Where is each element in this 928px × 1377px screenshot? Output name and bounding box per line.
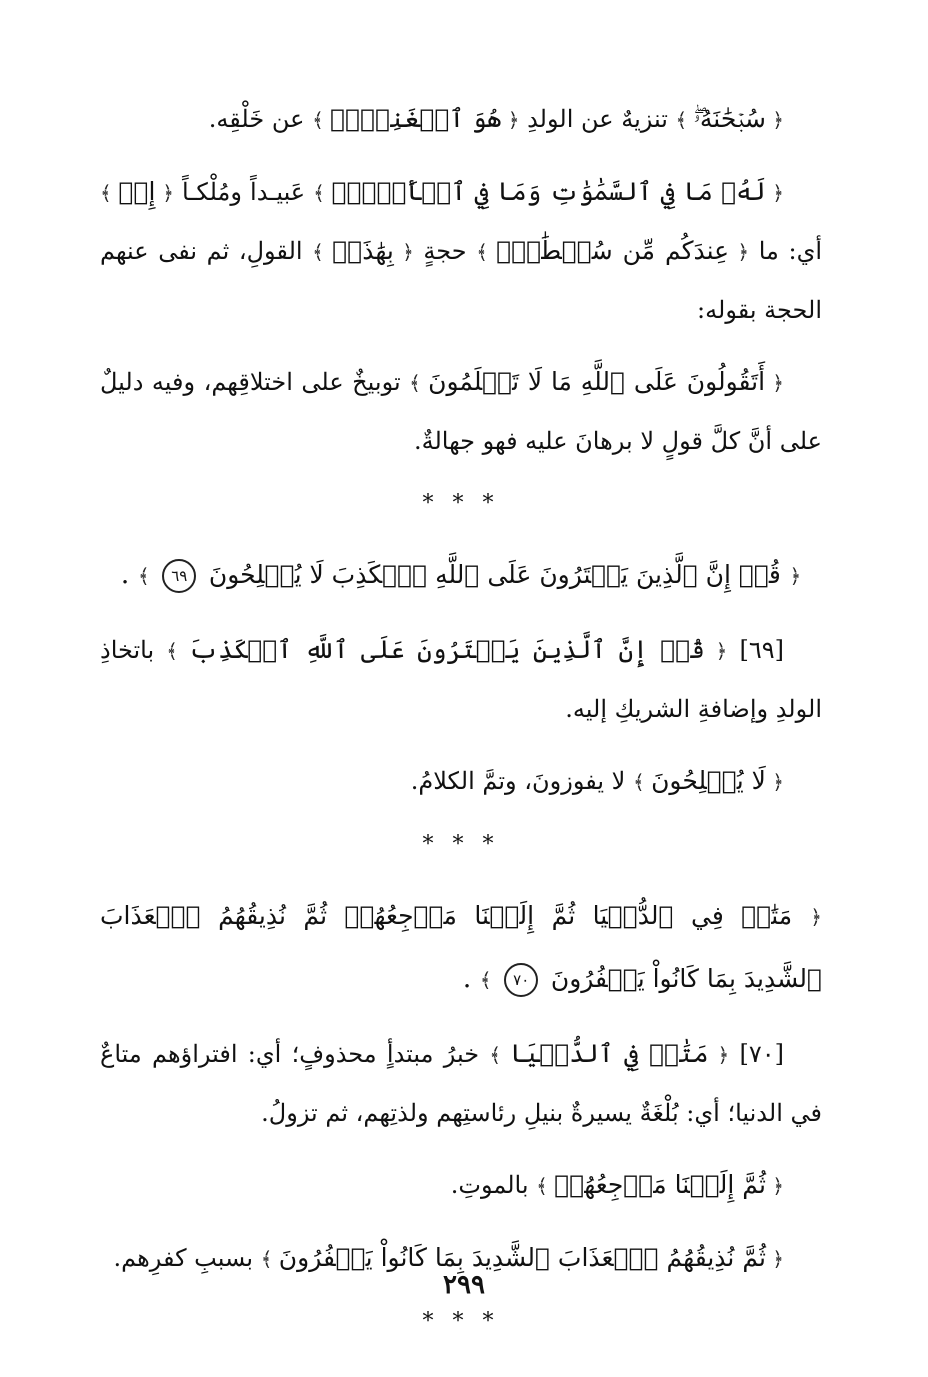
ornament-open: ﴿ xyxy=(765,371,785,395)
section-separator: * * * xyxy=(422,491,500,516)
verse-70-text: مَتَٰعٞ فِي ٱلدُّنۡيَا ثُمَّ إِلَيۡنَا مَرۡجِعُهُمۡ ثُمَّ نُذِيقُهُمُ ٱلۡعَذَابَ ٱلشَّدِيدَ بِمَا كَانُواْ يَكۡفُرُونَ xyxy=(100,901,822,993)
commentary-text: لا يفوزونَ، وتمَّ الكلامُ. xyxy=(410,767,633,795)
ornament-open: ﴿ xyxy=(765,181,785,205)
ornament-close: ﴾ xyxy=(313,181,332,205)
ornament-open: ﴿ xyxy=(765,108,784,132)
commentary-text: باتخاذِ الولدِ وإضافةِ الشريكِ إليه. xyxy=(100,636,822,723)
quran-quote: لَا يُفۡلِحُونَ xyxy=(651,766,766,795)
commentary-text: [٧٠] xyxy=(729,1040,784,1068)
quran-quote: بِهَٰذَآۚ xyxy=(332,236,394,265)
verse-69-number: ٦٩ xyxy=(162,559,196,593)
quran-quote: ثُمَّ نُذِيقُهُمُ ٱلۡعَذَابَ ٱلشَّدِيدَ بِمَا كَانُواْ يَكۡفُرُونَ xyxy=(278,1243,766,1272)
section-separator: * * * xyxy=(422,832,500,857)
ornament-close: ﴾ xyxy=(312,108,331,132)
quran-quote: أَتَقُولُونَ عَلَى ٱللَّهِ مَا لَا تَعۡلَمُونَ xyxy=(428,367,766,396)
verse-70-end: . xyxy=(462,963,472,994)
commentary-text: خبرُ مبتدأٍ محذوفٍ؛ أي: افتراؤهم متاعٌ في الدنيا؛ أي: بُلْغَةٌ يسيرةٌ بنيلِ رئاستِهم ولذتِهم، ثم تزولُ. xyxy=(100,1040,822,1127)
quran-quote: إِنۡ xyxy=(118,177,156,206)
quran-quote: قُلۡ إِنَّ ٱلَّذِينَ يَفۡتَرُونَ عَلَى ٱللَّهِ ٱلۡكَذِبَ xyxy=(188,635,705,664)
commentary-69-1 xyxy=(100,621,822,738)
ornament-close: ﴾ xyxy=(479,968,492,992)
commentary-69-2 xyxy=(100,752,822,811)
page-body xyxy=(100,90,822,1362)
ornament-open: ﴿ xyxy=(765,1174,784,1198)
ornament-open: ﴿ xyxy=(810,905,822,929)
commentary-text: بسببِ كفرِهم. xyxy=(113,1244,261,1272)
section-separator: * * * xyxy=(422,1309,500,1334)
ornament-close: ﴾ xyxy=(489,1043,511,1067)
paragraph-1 xyxy=(100,90,822,149)
paragraph-3 xyxy=(100,353,822,470)
verse-69-end: . xyxy=(120,559,130,590)
page-number: ٢٩٩ xyxy=(443,1270,485,1300)
commentary-70-2 xyxy=(100,1156,822,1215)
verse-70-number: ٧٠ xyxy=(504,963,538,997)
ornament-open: ﴿ xyxy=(729,240,750,264)
commentary-text: تنزيهٌ عن الولدِ xyxy=(519,105,676,133)
commentary-text: توبيخٌ على اختلاقِهم، وفيه دليلٌ على أنَّ كلَّ قولٍ لا برهانَ عليه فهو جهالةٌ. xyxy=(100,368,822,455)
ornament-open: ﴿ xyxy=(704,639,728,663)
quran-quote: ثُمَّ إِلَيۡنَا مَرۡجِعُهُمۡ xyxy=(554,1170,766,1199)
commentary-text: بالموتِ. xyxy=(450,1171,537,1199)
ornament-close: ﴾ xyxy=(536,1174,555,1198)
ornament-close: ﴾ xyxy=(675,108,694,132)
quran-quote: عِندَكُم مِّن سُلۡطَٰنِۭ xyxy=(496,236,730,265)
commentary-text: حجةٍ xyxy=(413,237,477,265)
commentary-text: عَبيـداً ومُلْكـاً xyxy=(173,178,314,206)
paragraph-2 xyxy=(100,163,822,339)
ornament-close: ﴾ xyxy=(476,240,497,264)
verse-69-text: قُلۡ إِنَّ ٱلَّذِينَ يَفۡتَرُونَ عَلَى ٱللَّهِ ٱلۡكَذِبَ لَا يُفۡلِحُونَ xyxy=(208,560,781,589)
ornament-open: ﴿ xyxy=(393,240,414,264)
ornament-close: ﴾ xyxy=(137,564,150,588)
commentary-text: عن خَلْقِه. xyxy=(208,105,313,133)
quran-quote: مَتَٰعٞ فِي ٱلدُّنۡيَا xyxy=(510,1039,709,1068)
ornament-close: ﴾ xyxy=(409,371,429,395)
ornament-close: ﴾ xyxy=(166,639,189,663)
ornament-close: ﴾ xyxy=(312,240,333,264)
ornament-open: ﴿ xyxy=(765,770,784,794)
quran-quote: هُوَ ٱلۡغَنِيُّۖ xyxy=(330,104,502,133)
verse-69 xyxy=(100,544,822,607)
quran-quote: سُبۡحَٰنَهُۥۖ xyxy=(693,104,766,133)
ornament-open: ﴿ xyxy=(765,1247,784,1271)
ornament-open: ﴿ xyxy=(501,108,520,132)
ornament-close: ﴾ xyxy=(100,181,119,205)
commentary-text: القولِ، ثم نفى عنهم الحجة بقوله: xyxy=(100,237,822,324)
commentary-text: [٦٩] xyxy=(727,636,785,664)
ornament-open: ﴿ xyxy=(789,564,802,588)
ornament-open: ﴿ xyxy=(155,181,174,205)
ornament-close: ﴾ xyxy=(260,1247,279,1271)
commentary-text: أي: ما xyxy=(749,237,823,265)
ornament-close: ﴾ xyxy=(632,770,652,794)
ornament-open: ﴿ xyxy=(708,1043,730,1067)
verse-70 xyxy=(100,885,822,1011)
commentary-70-1 xyxy=(100,1025,822,1142)
quran-quote: لَهُۥ مَا فِي ٱلسَّمَٰوَٰتِ وَمَا فِي ٱلۡأَرۡضِۚ xyxy=(331,177,766,206)
